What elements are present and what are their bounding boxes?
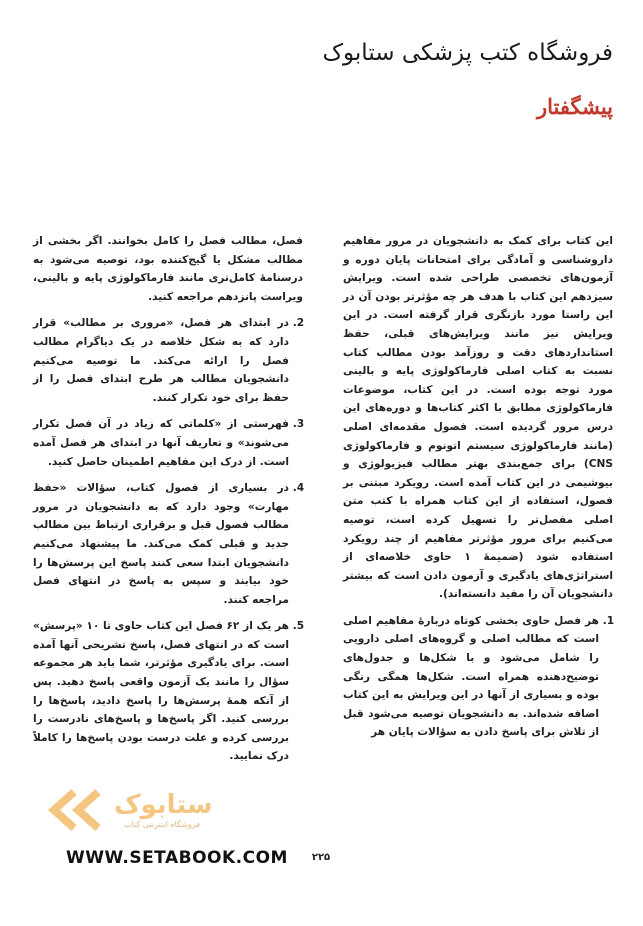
setabook-watermark bbox=[44, 786, 264, 834]
site-url: WWW.SETABOOK.COM bbox=[66, 848, 288, 868]
store-title: فروشگاه کتب پزشکی ستابوک bbox=[322, 40, 613, 66]
right-column bbox=[343, 232, 613, 750]
list-item-5: 5. هر یک از ۶۲ فصل این کتاب حاوی تا ۱۰ «پرسش» است که در انتهای فصل، پاسخ تشریحی آنها آمده است. برای یادگیری مؤثرتر، شما باید هر مجموعه سؤال را مانند یک آزمون واقعی پاسخ دهید. پس از آنکه همهٔ پرسش‌ها را پاسخ دادید، پاسخ‌ها را بررسی کنید. اگر پاسخ‌ها و پاسخ‌های نادرست را بررسی کرده و علت درست بودن پاسخ‌ها را کاملاً درک نمایید. bbox=[33, 617, 289, 766]
section-title: پیشگفتار bbox=[536, 94, 613, 119]
list-item-3: 3. فهرستی از «کلماتی که زیاد در آن فصل تکرار می‌شوند» و تعاریف آنها در ابتدای هر فصل آمده است. از درک این مفاهیم اطمینان حاصل کنید. bbox=[33, 415, 289, 471]
intro-paragraph: این کتاب برای کمک به دانشجویان در مرور مفاهیم داروشناسی و آمادگی برای امتحانات پایان دوره و آزمون‌های تخصصی طراحی شده است. ویرایش سیزدهم این کتاب با هدف هر چه مؤثرتر بودن آن در این راستا مورد بازنگری قرار گرفته است. در این ویرایش نیز مانند ویرایش‌های قبلی، حفظ استانداردهای دقت و روزآمد بودن مطالب کتاب نسبت به کتاب اصلی فارماکولوژی پایه و بالینی مورد توجه بوده است. در این کتاب، موضوعات فارماکولوژی مطابق با اکثر کتاب‌ها و دوره‌های این درس مرور گردیده است. فصول مقدمه‌ای اصلی (مانند فارماکولوژی سیستم اتونوم و فارماکولوژی CNS) برای جمع‌بندی بهتر مطالب فیزیولوژی و بیوشیمی در این کتاب آمده است. رویکرد مبتنی بر فصول، استفاده از این کتاب همراه با کتب متن اصلی مفصل‌تر را تسهیل کرده است، توصیه می‌کنیم برای مرور مؤثرتر مفاهیم از چند رویکرد استفاده شود (ضمیمهٔ ۱ حاوی خلاصه‌ای از استراتژی‌های یادگیری و آزمون دادن است که بیشتر دانشجویان آن را مفید دانسته‌اند). bbox=[343, 235, 613, 601]
watermark-tagline: فروشگاه اینترنتی کتاب bbox=[124, 820, 201, 829]
chevron-logo-icon bbox=[44, 786, 114, 834]
watermark-logo-text: ستابوک bbox=[114, 790, 213, 820]
list-item-2: 2. در ابتدای هر فصل، «مروری بر مطالب» قرار دارد که به شکل خلاصه در یک دیاگرام مطالب فصل را ارائه می‌کند. ما توصیه می‌کنیم دانشجویان مطالب هر طرح ابتدای فصل را از حفظ برای خود تکرار کنند. bbox=[33, 314, 289, 407]
continuation-paragraph: فصل، مطالب فصل را کامل بخوانند. اگر بخشی از مطالب مشکل یا گیج‌کننده بود، توصیه می‌شود به درسنامهٔ کامل‌تری مانند فارماکولوژی پایه و بالینی، ویراست پانزدهم مراجعه کنید. bbox=[33, 235, 303, 303]
page-number: ۲۲۵ bbox=[311, 852, 331, 863]
list-item-4: 4. در بسیاری از فصول کتاب، سؤالات «حفظ مهارت» وجود دارد که به دانشجویان در مرور مطالب فصول قبل و برقراری ارتباط بین مطالب جدید و قبلی کمک می‌کند. ما پیشنهاد می‌کنیم دانشجویان ابتدا سعی کنند پاسخ این پرسش‌ها را خود بیابند و سپس به پاسخ در انتهای فصل مراجعه کنند. bbox=[33, 479, 289, 609]
list-item-1: 1. هر فصل حاوی بخشی کوتاه دربارهٔ مفاهیم اصلی است که مطالب اصلی و گروه‌های اصلی دارویی را شامل می‌شود و با شکل‌ها و جدول‌های توضیح‌دهنده همراه است. شکل‌ها همگی رنگی بوده و بسیاری از آنها در این ویرایش به این کتاب اضافه شده‌اند. به دانشجویان توصیه می‌شود قبل از تلاش برای پاسخ دادن به سؤالات پایان هر bbox=[343, 612, 599, 742]
left-column bbox=[33, 232, 303, 774]
